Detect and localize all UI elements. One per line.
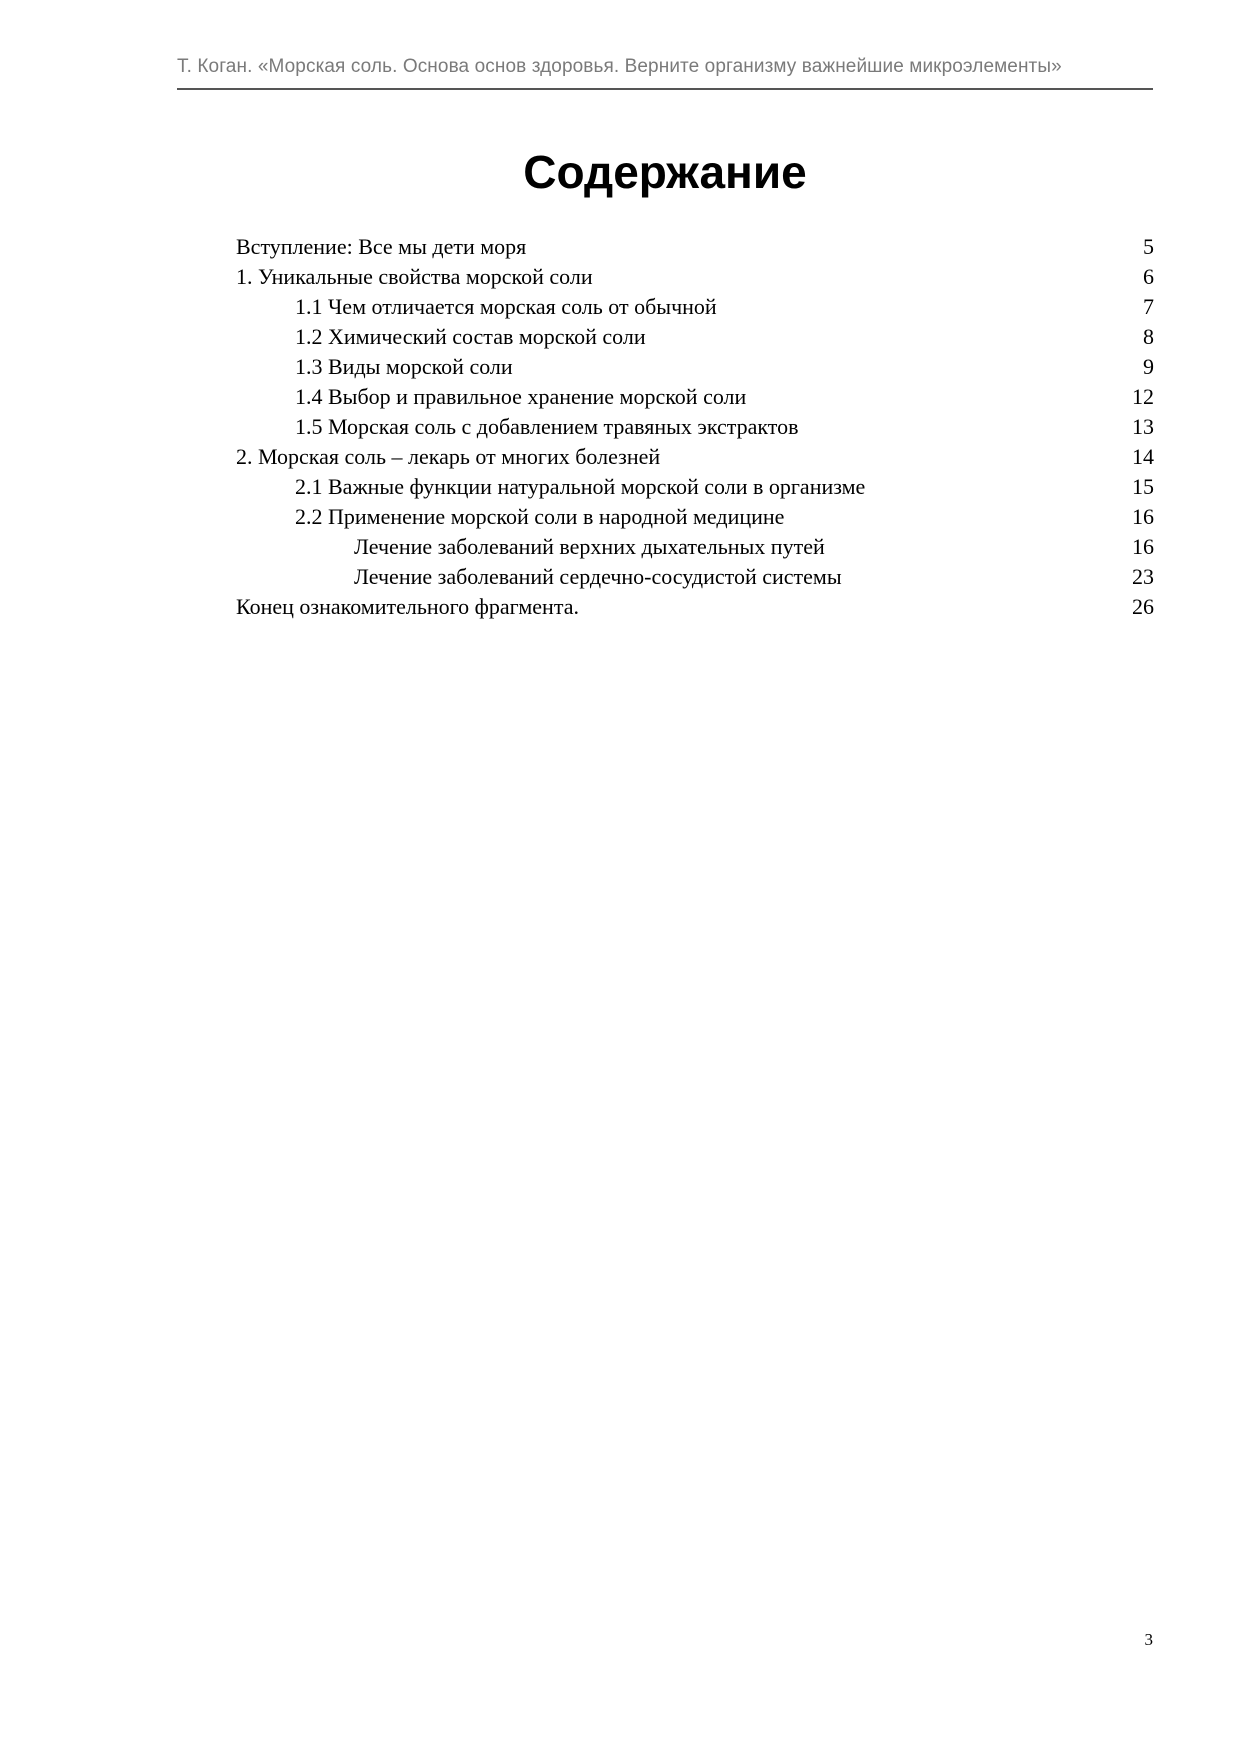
page-title: Содержание [523, 146, 807, 198]
toc-entry-page: 16 [1132, 504, 1154, 529]
toc-entry[interactable] [236, 532, 1154, 562]
toc-entry-title: Конец ознакомительного фрагмента. [236, 594, 579, 619]
toc-entry[interactable] [236, 382, 1154, 412]
table-of-contents [236, 232, 1154, 622]
toc-entry[interactable] [236, 472, 1154, 502]
toc-entry-title: 2.1 Важные функции натуральной морской соли в организме [295, 474, 866, 499]
header-divider [177, 88, 1153, 90]
toc-entry-title: Вступление: Все мы дети моря [236, 234, 527, 259]
toc-entry[interactable] [236, 412, 1154, 442]
toc-entry-page: 16 [1132, 534, 1154, 559]
toc-entry[interactable] [236, 232, 1154, 262]
toc-entry-title: Лечение заболеваний сердечно-сосудистой системы [354, 564, 842, 589]
toc-entry-page: 23 [1132, 564, 1154, 589]
toc-entry-title: 2.2 Применение морской соли в народной медицине [295, 504, 785, 529]
page-number: 3 [1144, 1630, 1153, 1649]
toc-entry-title: 2. Морская соль – лекарь от многих болезней [236, 444, 661, 469]
toc-entry[interactable] [236, 262, 1154, 292]
toc-entry-title: 1.5 Морская соль с добавлением травяных экстрактов [295, 414, 799, 439]
toc-entry-title: 1.4 Выбор и правильное хранение морской соли [295, 384, 747, 409]
toc-entry[interactable] [236, 592, 1154, 622]
toc-entry[interactable] [236, 502, 1154, 532]
toc-entry[interactable] [236, 322, 1154, 352]
toc-entry-page: 8 [1143, 324, 1154, 349]
toc-entry-title: Лечение заболеваний верхних дыхательных путей [354, 534, 825, 559]
toc-entry-page: 6 [1143, 264, 1154, 289]
running-header: Т. Коган. «Морская соль. Основа основ здоровья. Верните организму важнейшие микроэлементы» [177, 56, 1062, 77]
toc-entry-page: 9 [1143, 354, 1154, 379]
toc-entry-page: 7 [1143, 294, 1154, 319]
toc-entry-title: 1. Уникальные свойства морской соли [236, 264, 593, 289]
toc-entry-page: 15 [1132, 474, 1154, 499]
toc-entry-page: 12 [1132, 384, 1154, 409]
toc-entry-title: 1.2 Химический состав морской соли [295, 324, 646, 349]
toc-entry-title: 1.3 Виды морской соли [295, 354, 513, 379]
toc-entry[interactable] [236, 562, 1154, 592]
toc-entry-page: 5 [1143, 234, 1154, 259]
toc-entry[interactable] [236, 442, 1154, 472]
toc-entry-page: 26 [1132, 594, 1154, 619]
toc-entry-page: 13 [1132, 414, 1154, 439]
toc-entry-page: 14 [1132, 444, 1154, 469]
toc-entry[interactable] [236, 292, 1154, 322]
toc-entry-title: 1.1 Чем отличается морская соль от обычной [295, 294, 717, 319]
toc-entry[interactable] [236, 352, 1154, 382]
